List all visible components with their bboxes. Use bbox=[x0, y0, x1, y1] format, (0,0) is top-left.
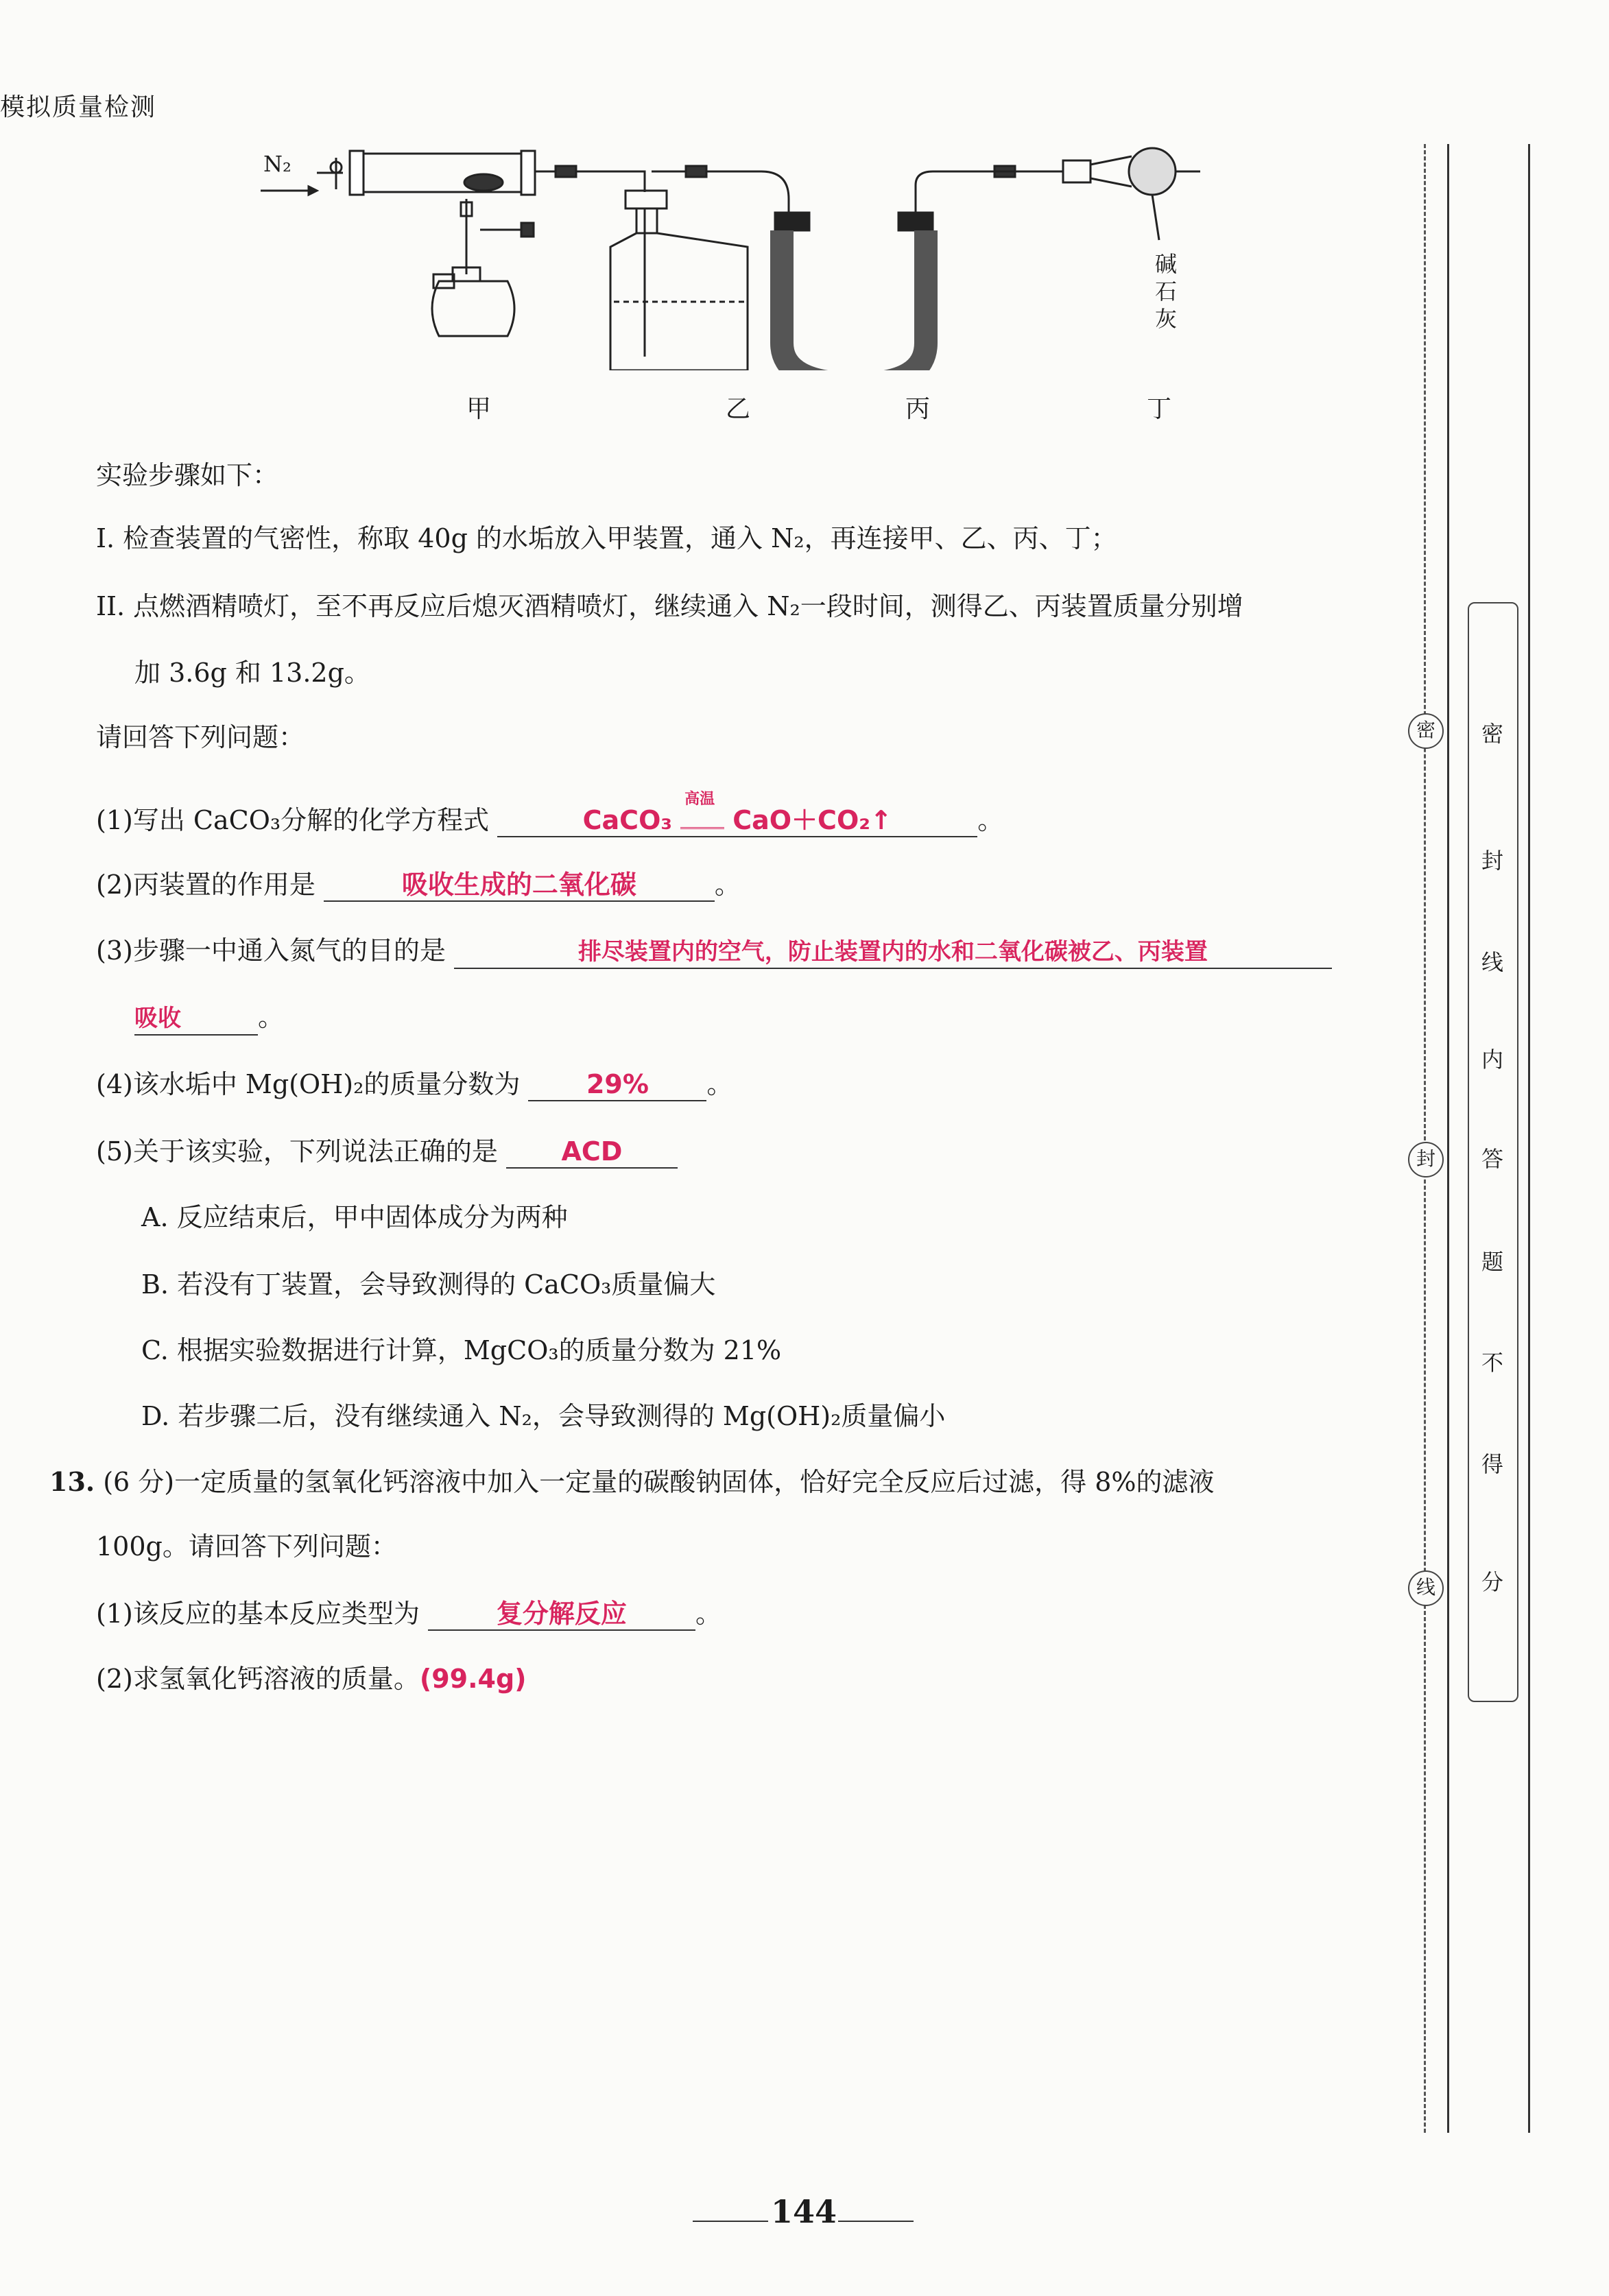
q13-sub1 bbox=[96, 1594, 722, 1633]
q12-sub1-label: (1)写出 CaCO₃分解的化学方程式 bbox=[96, 805, 490, 835]
steps-title: 实验步骤如下： bbox=[96, 460, 279, 490]
option-a: A. 反应结束后，甲中固体成分为两种 bbox=[141, 1202, 568, 1232]
q12-sub3-blank-1 bbox=[454, 935, 1332, 969]
figure-label-ding: 丁 bbox=[1147, 395, 1172, 423]
binding-solid-line-outer bbox=[1528, 144, 1530, 2133]
apparatus-figure bbox=[240, 137, 1235, 370]
q12-sub2 bbox=[96, 865, 741, 904]
q12-sub4-end: 。 bbox=[706, 1069, 733, 1099]
sealing-char: 密 bbox=[1481, 721, 1503, 747]
q12-sub1-answer-left: CaCO₃ bbox=[582, 805, 673, 835]
sealing-char: 答 bbox=[1481, 1146, 1503, 1172]
step-2-line-2: 加 3.6g 和 13.2g。 bbox=[134, 658, 370, 688]
q12-sub1-condition-text: 高温 bbox=[684, 791, 715, 808]
binding-solid-line bbox=[1447, 144, 1449, 2133]
page-header-title: 模拟质量检测 bbox=[0, 93, 157, 121]
sealing-char: 不 bbox=[1481, 1350, 1503, 1376]
q12-sub3 bbox=[96, 931, 1332, 970]
q12-sub3-blank-2 bbox=[134, 1001, 258, 1036]
seal-circle: 封 bbox=[1408, 1142, 1444, 1177]
step-2-line-1: II. 点燃酒精喷灯，至不再反应后熄灭酒精喷灯，继续通入 N₂一段时间，测得乙、丙装置质量分别增 bbox=[96, 591, 1243, 621]
reagent-char: 碱 bbox=[1154, 251, 1177, 277]
q12-sub5 bbox=[96, 1132, 678, 1171]
answer-prompt: 请回答下列问题： bbox=[96, 722, 305, 752]
step-1: I. 检查装置的气密性，称取 40g 的水垢放入甲装置，通入 N₂，再连接甲、乙、丙、丁； bbox=[96, 523, 1117, 553]
q12-sub4-blank bbox=[528, 1068, 706, 1101]
binding-dashed-line bbox=[1424, 144, 1426, 2133]
q12-sub3-label: (3)步骤一中通入氮气的目的是 bbox=[96, 935, 446, 966]
q12-sub1 bbox=[96, 791, 1004, 839]
option-d: D. 若步骤二后，没有继续通入 N₂，会导致测得的 Mg(OH)₂质量偏小 bbox=[141, 1401, 946, 1431]
q13-sub2 bbox=[96, 1660, 527, 1698]
sealing-char: 得 bbox=[1481, 1451, 1503, 1477]
q12-sub4 bbox=[96, 1065, 732, 1103]
sealing-char: 封 bbox=[1481, 848, 1503, 874]
q13-text-line-1: (6 分)一定质量的氢氧化钙溶液中加入一定量的碳酸钠固体，恰好完全反应后过滤，得 8%的滤液 bbox=[103, 1467, 1215, 1497]
q12-sub3-answer-line-1: 排尽装置内的空气，防止装置内的水和二氧化碳被乙、丙装置 bbox=[577, 938, 1208, 966]
q12-sub4-label: (4)该水垢中 Mg(OH)₂的质量分数为 bbox=[96, 1069, 521, 1099]
q12-sub5-blank bbox=[506, 1136, 678, 1169]
q12-sub3-end: 。 bbox=[258, 1002, 285, 1032]
q12-sub2-label: (2)丙装置的作用是 bbox=[96, 870, 315, 900]
reagent-char: 灰 bbox=[1154, 306, 1177, 332]
q12-sub3-cont bbox=[134, 998, 284, 1036]
q13-line-1 bbox=[49, 1463, 1215, 1501]
reagent-char: 石 bbox=[1154, 278, 1177, 304]
figure-label-yi: 乙 bbox=[726, 395, 751, 423]
sealing-char: 分 bbox=[1481, 1569, 1503, 1595]
q12-sub3-answer-line-2: 吸收 bbox=[134, 1005, 181, 1032]
q12-sub1-blank bbox=[497, 791, 977, 837]
q12-sub1-end: 。 bbox=[977, 805, 1004, 835]
option-c: C. 根据实验数据进行计算，MgCO₃的质量分数为 21% bbox=[141, 1335, 782, 1365]
figure-label-bing: 丙 bbox=[905, 395, 931, 423]
q13-sub1-answer: 复分解反应 bbox=[496, 1599, 627, 1629]
gas-label: N₂ bbox=[263, 151, 291, 177]
q13-sub1-label: (1)该反应的基本反应类型为 bbox=[96, 1599, 420, 1629]
seal-circle: 线 bbox=[1408, 1570, 1444, 1606]
q13-sub2-answer: (99.4g) bbox=[419, 1664, 527, 1694]
reagent-label bbox=[1152, 250, 1180, 333]
q12-sub4-answer: 29% bbox=[586, 1069, 649, 1099]
q12-sub5-label: (5)关于该实验，下列说法正确的是 bbox=[96, 1136, 498, 1167]
q13-number: 13. bbox=[49, 1466, 95, 1497]
q12-sub2-end: 。 bbox=[714, 870, 741, 900]
figure-label-jia: 甲 bbox=[466, 395, 492, 423]
q12-sub2-answer: 吸收生成的二氧化碳 bbox=[401, 870, 636, 900]
q12-sub5-answer: ACD bbox=[561, 1136, 623, 1167]
q13-text-line-2: 100g。请回答下列问题： bbox=[96, 1531, 397, 1562]
sealing-char: 内 bbox=[1481, 1047, 1503, 1073]
sealing-char: 线 bbox=[1481, 949, 1503, 975]
q13-sub2-label: (2)求氢氧化钙溶液的质量。 bbox=[96, 1664, 420, 1694]
q13-sub1-end: 。 bbox=[695, 1599, 722, 1629]
q12-sub1-answer-right: CaO＋CO₂↑ bbox=[732, 805, 892, 835]
q12-sub1-condition bbox=[680, 791, 724, 829]
q12-sub2-blank bbox=[324, 869, 715, 902]
option-b: B. 若没有丁装置，会导致测得的 CaCO₃质量偏大 bbox=[141, 1269, 716, 1300]
q13-sub1-blank bbox=[428, 1598, 695, 1631]
seal-circle: 密 bbox=[1408, 713, 1444, 749]
page-number: 144 bbox=[770, 2193, 837, 2230]
page-number-right-dash bbox=[838, 2221, 914, 2222]
sealing-char: 题 bbox=[1481, 1249, 1503, 1275]
